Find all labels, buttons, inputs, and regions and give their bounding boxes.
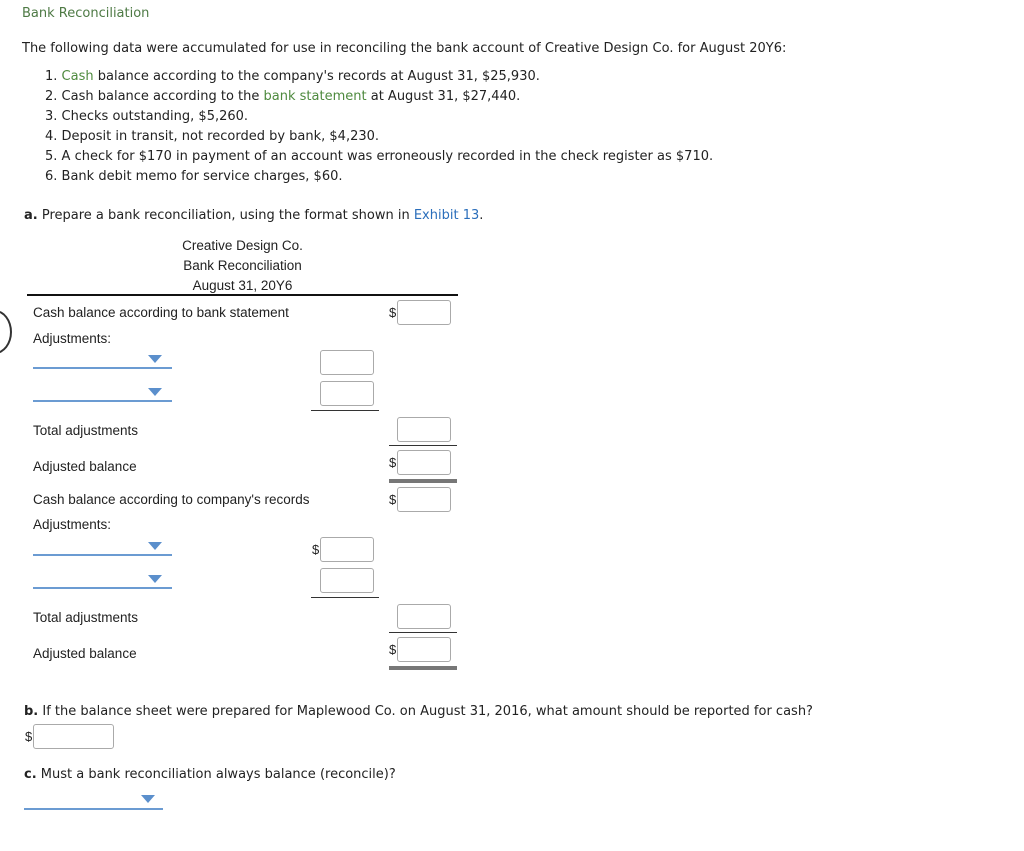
statement-company: Creative Design Co. [182,238,303,253]
company-adjustment-amount-2[interactable] [320,568,374,593]
bank-total-adjustments-input[interactable] [397,417,451,442]
part-c-question: c. Must a bank reconciliation always balance (reconcile)? [24,767,396,782]
dollar-sign: $ [389,642,397,657]
list-item: 1. Cash balance according to the company's records at August 31, $25,930. [45,69,540,84]
chevron-down-icon[interactable] [148,542,162,550]
double-rule [389,666,457,670]
bank-balance-label: Cash balance according to bank statement [33,305,289,320]
bank-adjustment-dropdown-1[interactable] [33,367,172,369]
adjustments-label: Adjustments: [33,331,112,346]
page-title: Bank Reconciliation [22,6,150,21]
part-b-question: b. If the balance sheet were prepared for Maplewood Co. on August 31, 2016, what amount should be reported for cash? [24,704,813,719]
adjusted-balance-label: Adjusted balance [33,459,137,474]
company-adjustment-dropdown-2[interactable] [33,587,172,589]
total-adjustments-label: Total adjustments [33,423,139,438]
chevron-down-icon[interactable] [148,388,162,396]
bank-adjustment-amount-2[interactable] [320,381,374,406]
adjustments-label: Adjustments: [33,517,112,532]
total-rule [389,445,457,446]
statement-title: Bank Reconciliation [183,258,302,273]
company-balance-input[interactable] [397,487,451,512]
chevron-down-icon[interactable] [141,795,155,803]
dollar-sign: $ [389,492,397,507]
total-adjustments-label: Total adjustments [33,610,139,625]
company-total-adjustments-input[interactable] [397,604,451,629]
adjusted-balance-label: Adjusted balance [33,646,137,661]
company-balance-label: Cash balance according to company's records [33,492,310,507]
statement-date: August 31, 20Y6 [192,278,293,293]
cash-link[interactable]: Cash [61,69,94,84]
chevron-down-icon[interactable] [148,575,162,583]
dollar-sign: $ [389,455,397,470]
company-adjusted-balance-input[interactable] [397,637,451,662]
reconcile-answer-dropdown[interactable] [24,808,163,810]
list-item: 3. Checks outstanding, $5,260. [45,109,249,124]
dollar-sign: $ [25,729,33,744]
cash-amount-input[interactable] [33,724,114,749]
dollar-sign: $ [389,305,397,320]
circle-marker [0,310,12,354]
list-item: 4. Deposit in transit, not recorded by bank, $4,230. [45,129,380,144]
double-rule [389,479,457,483]
header-rule [27,294,458,296]
bank-statement-link[interactable]: bank statement [263,89,367,104]
list-item: 5. A check for $170 in payment of an account was erroneously recorded in the check register as $710. [45,149,714,164]
bank-adjustment-amount-1[interactable] [320,350,374,375]
subtotal-rule [311,410,379,411]
subtotal-rule [311,597,379,598]
bank-adjusted-balance-input[interactable] [397,450,451,475]
dollar-sign: $ [312,542,320,557]
company-adjustment-dropdown-1[interactable] [33,554,172,556]
intro-text: The following data were accumulated for use in reconciling the bank account of Creative Design Co. for August 20Y6: [22,41,787,56]
company-adjustment-amount-1[interactable] [320,537,374,562]
list-item: 6. Bank debit memo for service charges, $60. [45,169,343,184]
exhibit-link[interactable]: Exhibit 13 [413,208,480,223]
chevron-down-icon[interactable] [148,355,162,363]
list-item: 2. Cash balance according to the bank statement at August 31, $27,440. [45,89,521,104]
total-rule [389,632,457,633]
bank-adjustment-dropdown-2[interactable] [33,400,172,402]
part-a-question: a. Prepare a bank reconciliation, using the format shown in Exhibit 13. [24,208,484,223]
bank-balance-input[interactable] [397,300,451,325]
